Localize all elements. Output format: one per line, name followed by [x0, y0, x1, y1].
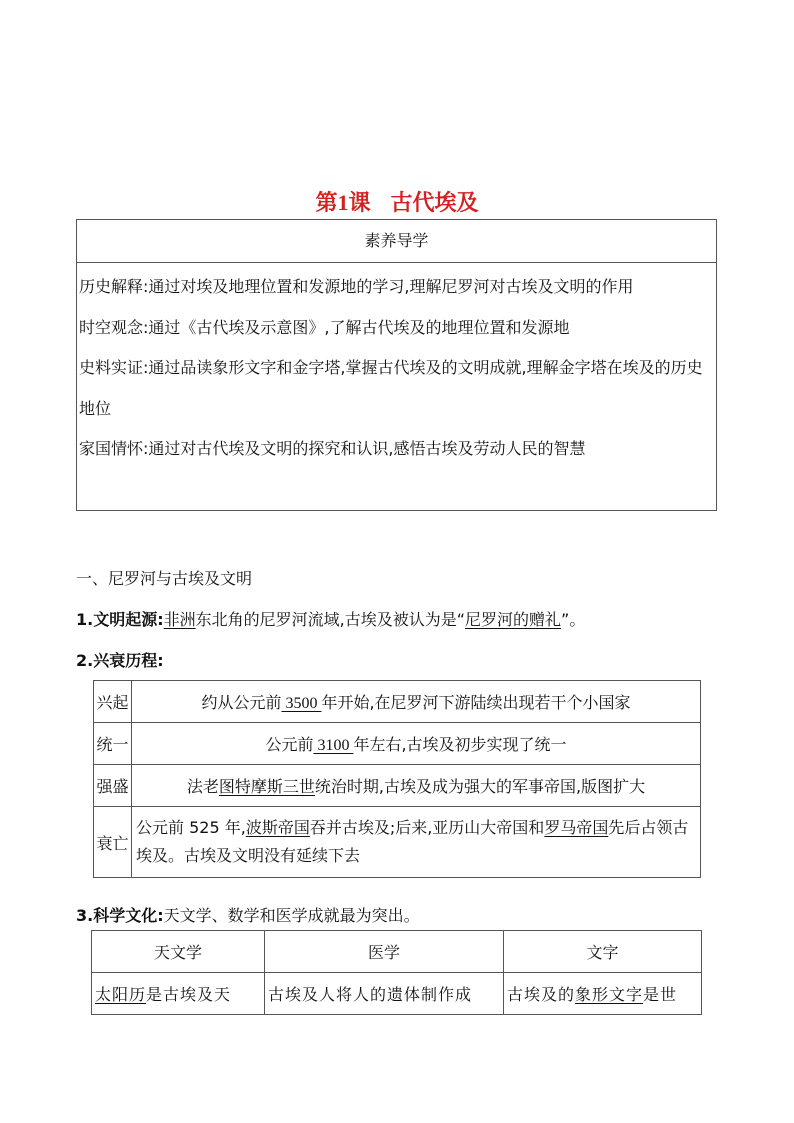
lesson-title	[0, 186, 794, 217]
lesson-number: 1	[337, 190, 349, 215]
item-text: 天文学、数学和医学成就最为突出。	[163, 906, 420, 925]
answer-blank: 图特摩斯三世	[218, 777, 315, 796]
row-key: 衰亡	[94, 807, 132, 878]
table-row	[94, 807, 701, 878]
answer-blank: 罗马帝国	[544, 818, 609, 837]
item-label: 1.文明起源:	[76, 610, 164, 629]
guide-box	[76, 219, 717, 511]
item-text: 东北角的尼罗河流域,古埃及被认为是“	[195, 610, 466, 629]
table-header-row	[92, 931, 702, 973]
guide-line: 家国情怀:通过对古代埃及文明的探究和认识,感悟古埃及劳动人民的智慧	[79, 439, 586, 458]
row-value: 公元前 525 年,波斯帝国吞并古埃及;后来,亚历山大帝国和罗马帝国先后占领古埃及。古埃及文明没有延续下去	[132, 807, 701, 878]
answer-blank: 太阳历	[95, 985, 147, 1004]
answer-blank: 尼罗河的赠礼	[465, 610, 562, 629]
culture-table	[91, 930, 702, 1015]
answer-blank: 非洲	[163, 610, 196, 629]
guide-line: 历史解释:通过对埃及地理位置和发源地的学习,理解尼罗河对古埃及文明的作用	[79, 277, 634, 296]
table-cell: 古埃及的象形文字是世	[504, 973, 702, 1015]
answer-blank: 3500	[281, 695, 322, 712]
item-culture	[76, 903, 420, 926]
row-value: 约从公元前 3500 年开始,在尼罗河下游陆续出现若干个小国家	[132, 681, 701, 723]
item-label: 3.科学文化:	[76, 906, 164, 925]
row-value: 法老图特摩斯三世统治时期,古埃及成为强大的军事帝国,版图扩大	[132, 765, 701, 807]
table-row	[92, 973, 702, 1015]
item-history	[76, 648, 164, 671]
row-key: 统一	[94, 723, 132, 765]
item-origin	[76, 607, 585, 630]
table-row	[94, 681, 701, 723]
answer-blank: 3100	[313, 737, 354, 754]
table-cell: 古埃及人将人的遗体制作成	[265, 973, 504, 1015]
guide-body	[77, 263, 716, 470]
column-header: 医学	[265, 931, 504, 973]
row-value: 公元前 3100 年左右,古埃及初步实现了统一	[132, 723, 701, 765]
column-header: 文字	[504, 931, 702, 973]
item-text: ”。	[561, 610, 586, 629]
guide-line: 时空观念:通过《古代埃及示意图》,了解古代埃及的地理位置和发源地	[79, 317, 570, 337]
guide-line: 史料实证:通过品读象形文字和金字塔,掌握古代埃及的文明成就,理解金字塔在埃及的历史地位	[79, 358, 703, 418]
history-table	[93, 680, 701, 878]
lesson-title-prefix: 第	[315, 190, 338, 216]
section-heading: 一、尼罗河与古埃及文明	[76, 569, 253, 588]
column-header: 天文学	[92, 931, 265, 973]
answer-blank: 波斯帝国	[245, 818, 310, 837]
table-cell: 太阳历是古埃及天	[92, 973, 265, 1015]
row-key: 兴起	[94, 681, 132, 723]
item-label: 2.兴衰历程:	[76, 651, 164, 670]
row-key: 强盛	[94, 765, 132, 807]
lesson-title-suffix: 课	[348, 190, 371, 216]
guide-heading: 素养导学	[77, 220, 716, 263]
table-row	[94, 765, 701, 807]
lesson-name: 古代埃及	[390, 190, 479, 216]
answer-blank: 象形文字	[575, 985, 644, 1004]
table-row	[94, 723, 701, 765]
